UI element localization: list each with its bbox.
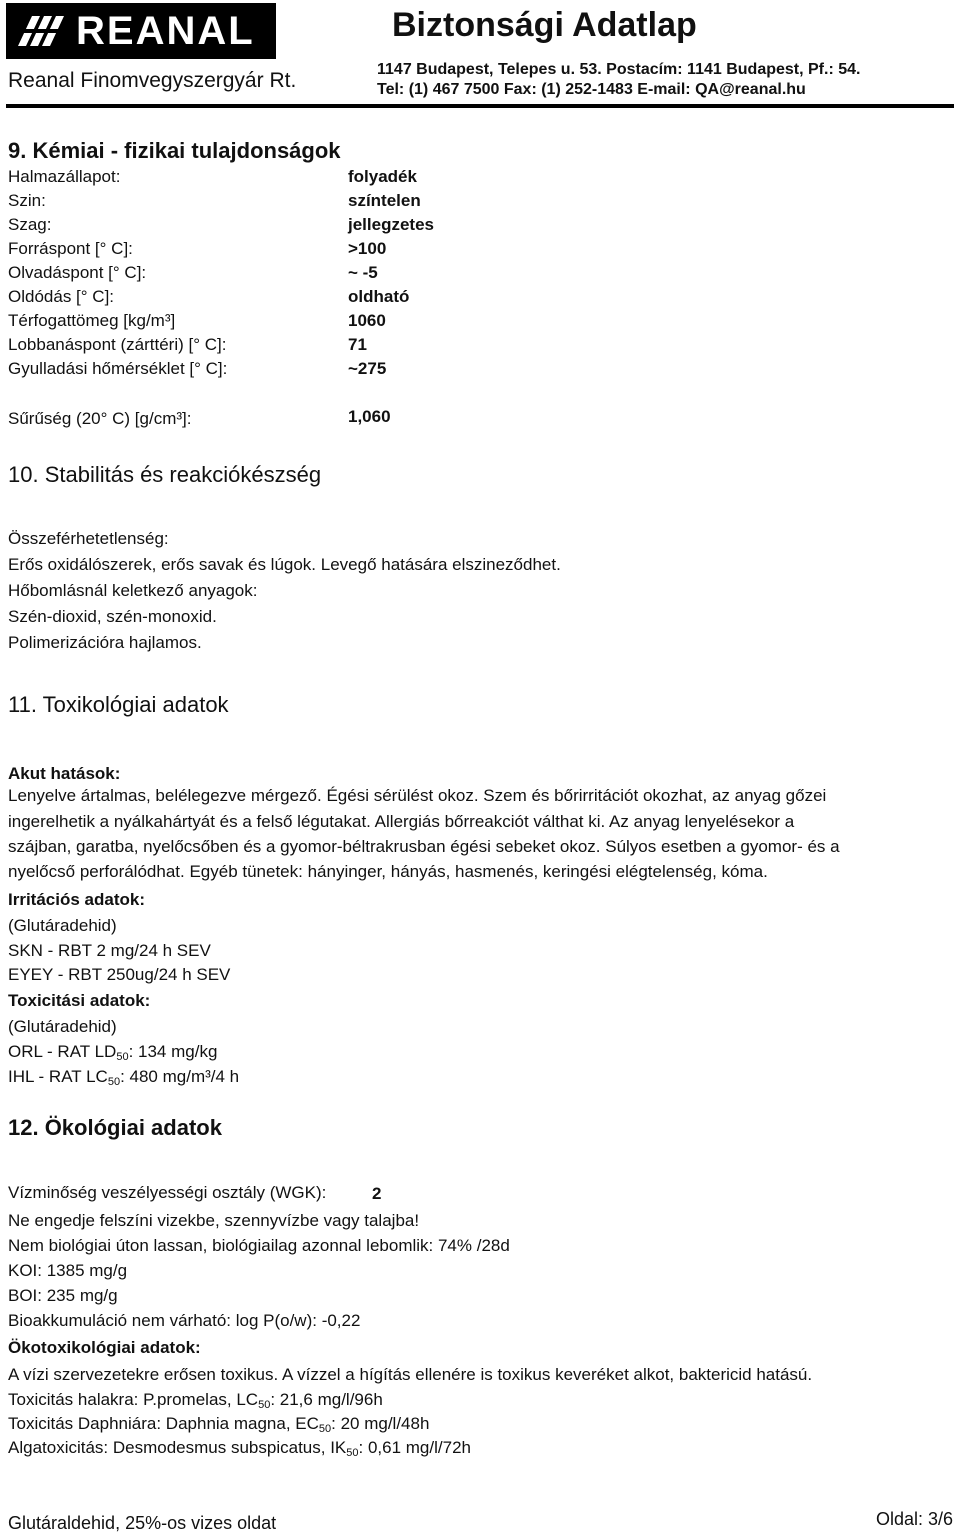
prop-value: színtelen [348,191,421,210]
text-line: KOI: 1385 mg/g [8,1261,128,1280]
logo-text: REANAL [76,9,255,53]
document-title: Biztonsági Adatlap [392,6,697,44]
algae-toxicity-line: Algatoxicitás: Desmodesmus subspicatus, $IK_{50}$: 0,61 mg/l/72h [8,1438,471,1459]
wgk-label: Vízminőség veszélyességi osztály (WGK): [8,1183,327,1202]
text-line: Erős oxidálószerek, erős savak és lúgok. Levegő hatására elszineződhet. [8,555,561,574]
prop-value: 1,060 [348,407,391,426]
prop-label: Olvadáspont [° C]: [8,263,147,282]
section-9-heading: 9. Kémiai - fizikai tulajdonságok [8,138,341,163]
section-10-heading: 10. Stabilitás és reakciókészség [8,462,322,487]
header-divider [6,104,954,108]
text-line: ingerelhetik a nyálkahártyát és a felső légutakat. Allergiás bőrreakciót válthat ki. Az anyag lenyelésekor a [8,812,795,831]
text-line: Ne engedje felszíni vizekbe, szennyvízbe vagy talajba! [8,1211,420,1230]
ecotox-title: Ökotoxikológiai adatok: [8,1338,201,1357]
text-line: SKN - RBT 2 mg/24 h SEV [8,941,211,960]
address-line: 1147 Budapest, Telepes u. 53. Postacím: 1141 Budapest, Pf.: 54. [377,61,861,78]
text-line: (Glutáradehid) [8,1017,117,1036]
text-line: Szén-dioxid, szén-monoxid. [8,607,217,626]
text-line: szájban, garatba, nyelőcsőben és a gyomor-béltrakrusban égési sebeket okoz. Súlyos esetben a gyomor- és a [8,837,840,856]
prop-label: Lobbanáspont (zárttéri) [° C]: [8,335,227,354]
footer-page-number: Oldal: 3/6 [876,1509,954,1529]
ihl-line: IHL - RAT $LC_{50}$: 480 mg/m³/4 h [8,1067,240,1088]
prop-value: 71 [348,335,367,354]
wgk-value: 2 [372,1184,382,1203]
text-line: Bioakkumuláció nem várható: log P(o/w): -0,22 [8,1311,361,1330]
acute-effects-title: Akut hatások: [8,764,121,783]
prop-value: ~ -5 [348,263,378,282]
reanal-logo-mark-icon [16,14,68,48]
text-line: A vízi szervezetekre erősen toxikus. A vízzel a hígítás ellenére is toxikus keveréket alkot, baktericid hatású. [8,1365,813,1384]
prop-value: folyadék [348,167,417,186]
text-line: BOI: 235 mg/g [8,1286,118,1305]
toxicity-title: Toxicitási adatok: [8,991,151,1010]
text-line: nyelőcső perforálódhat. Egyéb tünetek: hányinger, hányás, hasmenés, keringési elégtelenség, kóma. [8,862,768,881]
text-line: Összeférhetetlenség: [8,529,169,548]
prop-value: ~275 [348,359,387,378]
prop-label: Gyulladási hőmérséklet [° C]: [8,359,228,378]
daphnia-toxicity-line: Toxicitás Daphniára: Daphnia magna, $EC_{50}$: 20 mg/l/48h [8,1414,430,1435]
footer-product-name: Glutáraldehid, 25%-os vizes oldat [8,1513,277,1533]
prop-label: Sűrűség (20° C) [g/cm³]: [8,409,192,428]
orl-line: ORL - RAT $LD_{50}$: 134 mg/kg [8,1042,218,1063]
prop-label: Szag: [8,215,52,234]
text-line: Polimerizációra hajlamos. [8,633,202,652]
prop-label: Halmazállapot: [8,167,121,186]
text-line: Nem biológiai úton lassan, biológiailag azonnal lebomlik: 74% /28d [8,1236,510,1255]
contact-line: Tel: (1) 467 7500 Fax: (1) 252-1483 E-mail: QA@reanal.hu [377,81,806,98]
prop-label: Térfogattömeg [kg/m³] [8,311,176,330]
prop-label: Forráspont [° C]: [8,239,133,258]
prop-value: jellegzetes [348,215,434,234]
logo [6,3,276,59]
prop-value: >100 [348,239,387,258]
section-11-heading: 11. Toxikológiai adatok [8,692,229,717]
text-line: (Glutáradehid) [8,916,117,935]
text-line: Lenyelve ártalmas, belélegezve mérgező. Égési sérülést okoz. Szem és bőrirritációt okozhat, az anyag gőzei [8,786,827,805]
irritation-title: Irritációs adatok: [8,890,145,909]
fish-toxicity-line: Toxicitás halakra: P.promelas, $LC_{50}$: 21,6 mg/l/96h [8,1390,383,1411]
prop-value: 1060 [348,311,386,330]
section-12-heading: 12. Ökológiai adatok [8,1115,222,1140]
prop-label: Oldódás [° C]: [8,287,115,306]
prop-value: oldható [348,287,410,306]
text-line: Hőbomlásnál keletkező anyagok: [8,581,258,600]
prop-label: Szin: [8,191,46,210]
company-name: Reanal Finomvegyszergyár Rt. [8,69,297,92]
text-line: EYEY - RBT 250ug/24 h SEV [8,965,231,984]
